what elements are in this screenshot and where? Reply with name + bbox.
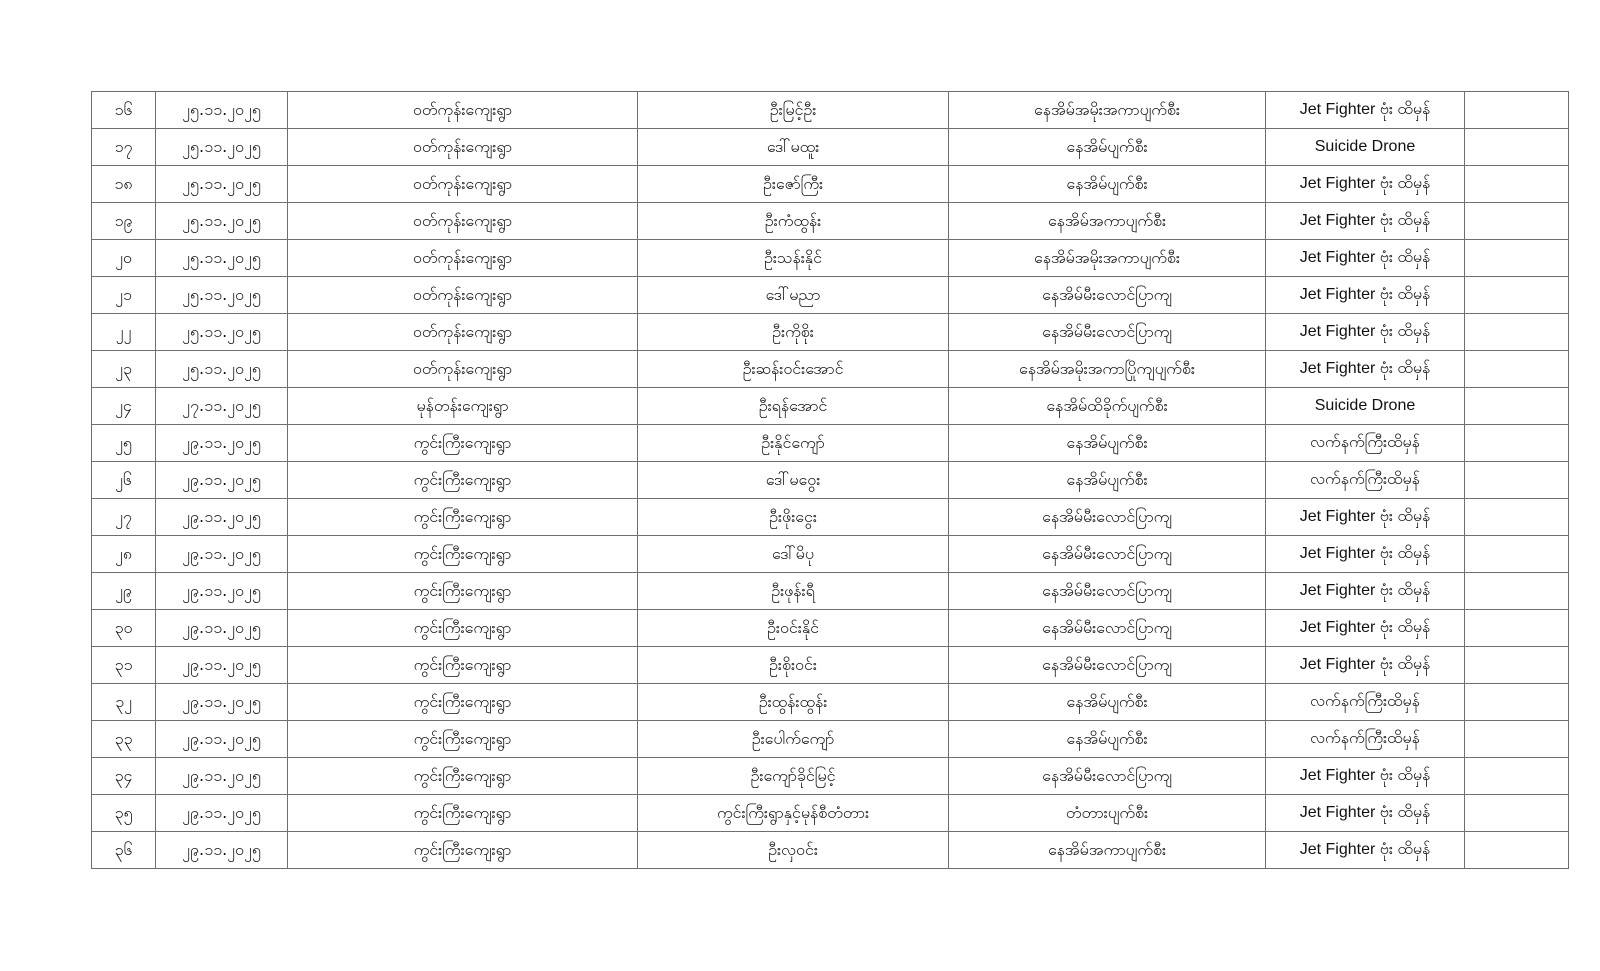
cell-damage: နေအိမ်အမိုးအကာပျက်စီး — [949, 240, 1266, 277]
cell-damage: နေအိမ်မီးလောင်ပြာကျ — [949, 536, 1266, 573]
table-row — [92, 277, 1569, 314]
cell-empty — [1465, 92, 1569, 129]
cell-weapon: Jet Fighter ဗုံး ထိမှန် — [1266, 166, 1465, 203]
cell-weapon: လက်နက်ကြီးထိမှန် — [1266, 425, 1465, 462]
cell-name: ဒေါ်မညာ — [638, 277, 949, 314]
cell-damage: နေအိမ်ပျက်စီး — [949, 425, 1266, 462]
cell-empty — [1465, 721, 1569, 758]
cell-number: ၁၉ — [92, 203, 156, 240]
cell-empty — [1465, 647, 1569, 684]
cell-number: ၂၆ — [92, 462, 156, 499]
cell-weapon: Jet Fighter ဗုံး ထိမှန် — [1266, 795, 1465, 832]
cell-number: ၂၇ — [92, 499, 156, 536]
cell-date: ၂၉.၁၁.၂၀၂၅ — [156, 647, 288, 684]
cell-name: ဦးပေါက်ကျော် — [638, 721, 949, 758]
cell-name: ဒေါ်မဝွေး — [638, 462, 949, 499]
cell-date: ၂၅.၁၁.၂၀၂၅ — [156, 92, 288, 129]
table-row — [92, 425, 1569, 462]
cell-empty — [1465, 536, 1569, 573]
cell-number: ၃၄ — [92, 758, 156, 795]
cell-empty — [1465, 314, 1569, 351]
cell-village: ကွင်းကြီးကျေးရွာ — [288, 536, 638, 573]
cell-empty — [1465, 573, 1569, 610]
cell-weapon: Jet Fighter ဗုံး ထိမှန် — [1266, 277, 1465, 314]
cell-weapon: Suicide Drone — [1266, 388, 1465, 425]
table-row — [92, 499, 1569, 536]
cell-date: ၂၉.၁၁.၂၀၂၅ — [156, 425, 288, 462]
cell-village: ဝတ်ကုန်းကျေးရွာ — [288, 240, 638, 277]
cell-damage: တံတားပျက်စီး — [949, 795, 1266, 832]
cell-number: ၃၃ — [92, 721, 156, 758]
cell-village: ဝတ်ကုန်းကျေးရွာ — [288, 277, 638, 314]
cell-date: ၂၅.၁၁.၂၀၂၅ — [156, 166, 288, 203]
cell-empty — [1465, 425, 1569, 462]
cell-village: ဝတ်ကုန်းကျေးရွာ — [288, 129, 638, 166]
cell-date: ၂၉.၁၁.၂၀၂၅ — [156, 832, 288, 869]
cell-weapon: Jet Fighter ဗုံး ထိမှန် — [1266, 536, 1465, 573]
cell-weapon: Jet Fighter ဗုံး ထိမှန် — [1266, 758, 1465, 795]
cell-weapon: လက်နက်ကြီးထိမှန် — [1266, 721, 1465, 758]
cell-name: ဦးသန်းနိုင် — [638, 240, 949, 277]
cell-village: ကွင်းကြီးကျေးရွာ — [288, 462, 638, 499]
cell-empty — [1465, 684, 1569, 721]
cell-name: ဦးမြင့်ဦး — [638, 92, 949, 129]
cell-number: ၃၂ — [92, 684, 156, 721]
cell-damage: နေအိမ်ပျက်စီး — [949, 462, 1266, 499]
cell-village: ကွင်းကြီးကျေးရွာ — [288, 425, 638, 462]
cell-date: ၂၉.၁၁.၂၀၂၅ — [156, 462, 288, 499]
cell-number: ၂၀ — [92, 240, 156, 277]
table-row — [92, 758, 1569, 795]
table-row — [92, 610, 1569, 647]
cell-damage: နေအိမ်မီးလောင်ပြာကျ — [949, 573, 1266, 610]
cell-number: ၂၁ — [92, 277, 156, 314]
cell-village: ကွင်းကြီးကျေးရွာ — [288, 832, 638, 869]
cell-empty — [1465, 166, 1569, 203]
cell-number: ၃၁ — [92, 647, 156, 684]
cell-village: ကွင်းကြီးကျေးရွာ — [288, 684, 638, 721]
cell-village: ကွင်းကြီးကျေးရွာ — [288, 647, 638, 684]
cell-weapon: Jet Fighter ဗုံး ထိမှန် — [1266, 647, 1465, 684]
cell-damage: နေအိမ်အမိုးအကာပြိုကျပျက်စီး — [949, 351, 1266, 388]
cell-date: ၂၉.၁၁.၂၀၂၅ — [156, 499, 288, 536]
cell-empty — [1465, 832, 1569, 869]
table-row — [92, 721, 1569, 758]
table-row — [92, 351, 1569, 388]
cell-damage: နေအိမ်အကာပျက်စီး — [949, 203, 1266, 240]
cell-number: ၃၆ — [92, 832, 156, 869]
cell-empty — [1465, 610, 1569, 647]
cell-date: ၂၉.၁၁.၂၀၂၅ — [156, 721, 288, 758]
table-row — [92, 795, 1569, 832]
cell-damage: နေအိမ်မီးလောင်ပြာကျ — [949, 277, 1266, 314]
cell-village: ကွင်းကြီးကျေးရွာ — [288, 499, 638, 536]
cell-date: ၂၅.၁၁.၂၀၂၅ — [156, 351, 288, 388]
cell-name: ဦးစိုးဝင်း — [638, 647, 949, 684]
cell-date: ၂၅.၁၁.၂၀၂၅ — [156, 129, 288, 166]
cell-date: ၂၅.၁၁.၂၀၂၅ — [156, 240, 288, 277]
cell-empty — [1465, 758, 1569, 795]
cell-empty — [1465, 240, 1569, 277]
table-row — [92, 203, 1569, 240]
cell-weapon: Jet Fighter ဗုံး ထိမှန် — [1266, 351, 1465, 388]
cell-damage: နေအိမ်အကာပျက်စီး — [949, 832, 1266, 869]
cell-village: ဝတ်ကုန်းကျေးရွာ — [288, 203, 638, 240]
cell-damage: နေအိမ်မီးလောင်ပြာကျ — [949, 314, 1266, 351]
cell-name: ဦးဖုန်းရီ — [638, 573, 949, 610]
cell-empty — [1465, 203, 1569, 240]
cell-date: ၂၉.၁၁.၂၀၂၅ — [156, 536, 288, 573]
cell-date: ၂၉.၁၁.၂၀၂၅ — [156, 573, 288, 610]
cell-number: ၂၂ — [92, 314, 156, 351]
cell-date: ၂၇.၁၁.၂၀၂၅ — [156, 388, 288, 425]
cell-name: ဦးကံထွန်း — [638, 203, 949, 240]
cell-date: ၂၅.၁၁.၂၀၂၅ — [156, 277, 288, 314]
cell-village: ဝတ်ကုန်းကျေးရွာ — [288, 351, 638, 388]
cell-village: ကွင်းကြီးကျေးရွာ — [288, 721, 638, 758]
cell-village: ကွင်းကြီးကျေးရွာ — [288, 573, 638, 610]
cell-weapon: Jet Fighter ဗုံး ထိမှန် — [1266, 314, 1465, 351]
damage-record-table — [91, 91, 1569, 869]
cell-number: ၁၈ — [92, 166, 156, 203]
cell-village: ကွင်းကြီးကျေးရွာ — [288, 610, 638, 647]
table-row — [92, 573, 1569, 610]
cell-name: ဦးထွန်းထွန်း — [638, 684, 949, 721]
table-row — [92, 129, 1569, 166]
cell-number: ၃၀ — [92, 610, 156, 647]
cell-name: ဒေါ်မထူး — [638, 129, 949, 166]
cell-empty — [1465, 351, 1569, 388]
cell-damage: နေအိမ်ပျက်စီး — [949, 684, 1266, 721]
cell-damage: နေအိမ်ထိခိုက်ပျက်စီး — [949, 388, 1266, 425]
cell-name: ဦးဇော်ကြီး — [638, 166, 949, 203]
cell-damage: နေအိမ်မီးလောင်ပြာကျ — [949, 610, 1266, 647]
cell-empty — [1465, 499, 1569, 536]
cell-empty — [1465, 129, 1569, 166]
cell-number: ၂၈ — [92, 536, 156, 573]
cell-number: ၃၅ — [92, 795, 156, 832]
cell-weapon: Jet Fighter ဗုံး ထိမှန် — [1266, 203, 1465, 240]
cell-number: ၁၆ — [92, 92, 156, 129]
table-row — [92, 647, 1569, 684]
cell-damage: နေအိမ်မီးလောင်ပြာကျ — [949, 499, 1266, 536]
cell-number: ၂၄ — [92, 388, 156, 425]
cell-village: ဝတ်ကုန်းကျေးရွာ — [288, 92, 638, 129]
cell-name: ဒေါ်မိပု — [638, 536, 949, 573]
cell-name: ဦးကျော်ခိုင်မြင့် — [638, 758, 949, 795]
cell-weapon: Jet Fighter ဗုံး ထိမှန် — [1266, 240, 1465, 277]
table-row — [92, 832, 1569, 869]
cell-weapon: Jet Fighter ဗုံး ထိမှန် — [1266, 92, 1465, 129]
cell-date: ၂၅.၁၁.၂၀၂၅ — [156, 314, 288, 351]
cell-weapon: Jet Fighter ဗုံး ထိမှန် — [1266, 832, 1465, 869]
table-row — [92, 240, 1569, 277]
cell-damage: နေအိမ်မီးလောင်ပြာကျ — [949, 758, 1266, 795]
cell-date: ၂၅.၁၁.၂၀၂၅ — [156, 203, 288, 240]
cell-empty — [1465, 388, 1569, 425]
cell-number: ၁၇ — [92, 129, 156, 166]
cell-name: ဦးဆန်းဝင်းအောင် — [638, 351, 949, 388]
cell-number: ၂၉ — [92, 573, 156, 610]
cell-name: ကွင်းကြီးရွာနှင့်မုန်စီတံတား — [638, 795, 949, 832]
cell-village: ဝတ်ကုန်းကျေးရွာ — [288, 166, 638, 203]
table-row — [92, 462, 1569, 499]
cell-date: ၂၉.၁၁.၂၀၂၅ — [156, 684, 288, 721]
cell-empty — [1465, 462, 1569, 499]
table-row — [92, 314, 1569, 351]
cell-date: ၂၉.၁၁.၂၀၂၅ — [156, 610, 288, 647]
cell-date: ၂၉.၁၁.၂၀၂၅ — [156, 795, 288, 832]
table-row — [92, 166, 1569, 203]
table-row — [92, 684, 1569, 721]
cell-weapon: လက်နက်ကြီးထိမှန် — [1266, 462, 1465, 499]
cell-name: ဦးကိုစိုး — [638, 314, 949, 351]
cell-empty — [1465, 795, 1569, 832]
cell-weapon: Jet Fighter ဗုံး ထိမှန် — [1266, 573, 1465, 610]
cell-name: ဦးဝင်းနိုင် — [638, 610, 949, 647]
cell-damage: နေအိမ်အမိုးအကာပျက်စီး — [949, 92, 1266, 129]
cell-number: ၂၅ — [92, 425, 156, 462]
cell-damage: နေအိမ်ပျက်စီး — [949, 166, 1266, 203]
cell-village: မုန်တန်းကျေးရွာ — [288, 388, 638, 425]
table-row — [92, 92, 1569, 129]
cell-empty — [1465, 277, 1569, 314]
cell-weapon: Jet Fighter ဗုံး ထိမှန် — [1266, 499, 1465, 536]
cell-name: ဦးနိုင်ကျော် — [638, 425, 949, 462]
table-row — [92, 388, 1569, 425]
cell-damage: နေအိမ်မီးလောင်ပြာကျ — [949, 647, 1266, 684]
cell-damage: နေအိမ်ပျက်စီး — [949, 721, 1266, 758]
cell-village: ကွင်းကြီးကျေးရွာ — [288, 758, 638, 795]
cell-village: ကွင်းကြီးကျေးရွာ — [288, 795, 638, 832]
cell-damage: နေအိမ်ပျက်စီး — [949, 129, 1266, 166]
cell-village: ဝတ်ကုန်းကျေးရွာ — [288, 314, 638, 351]
cell-name: ဦးရန်အောင် — [638, 388, 949, 425]
cell-name: ဦးလှဝင်း — [638, 832, 949, 869]
table-body — [92, 92, 1569, 869]
cell-weapon: Suicide Drone — [1266, 129, 1465, 166]
cell-weapon: လက်နက်ကြီးထိမှန် — [1266, 684, 1465, 721]
cell-name: ဦးဖိုးငွေး — [638, 499, 949, 536]
table-row — [92, 536, 1569, 573]
cell-number: ၂၃ — [92, 351, 156, 388]
cell-weapon: Jet Fighter ဗုံး ထိမှန် — [1266, 610, 1465, 647]
cell-date: ၂၉.၁၁.၂၀၂၅ — [156, 758, 288, 795]
